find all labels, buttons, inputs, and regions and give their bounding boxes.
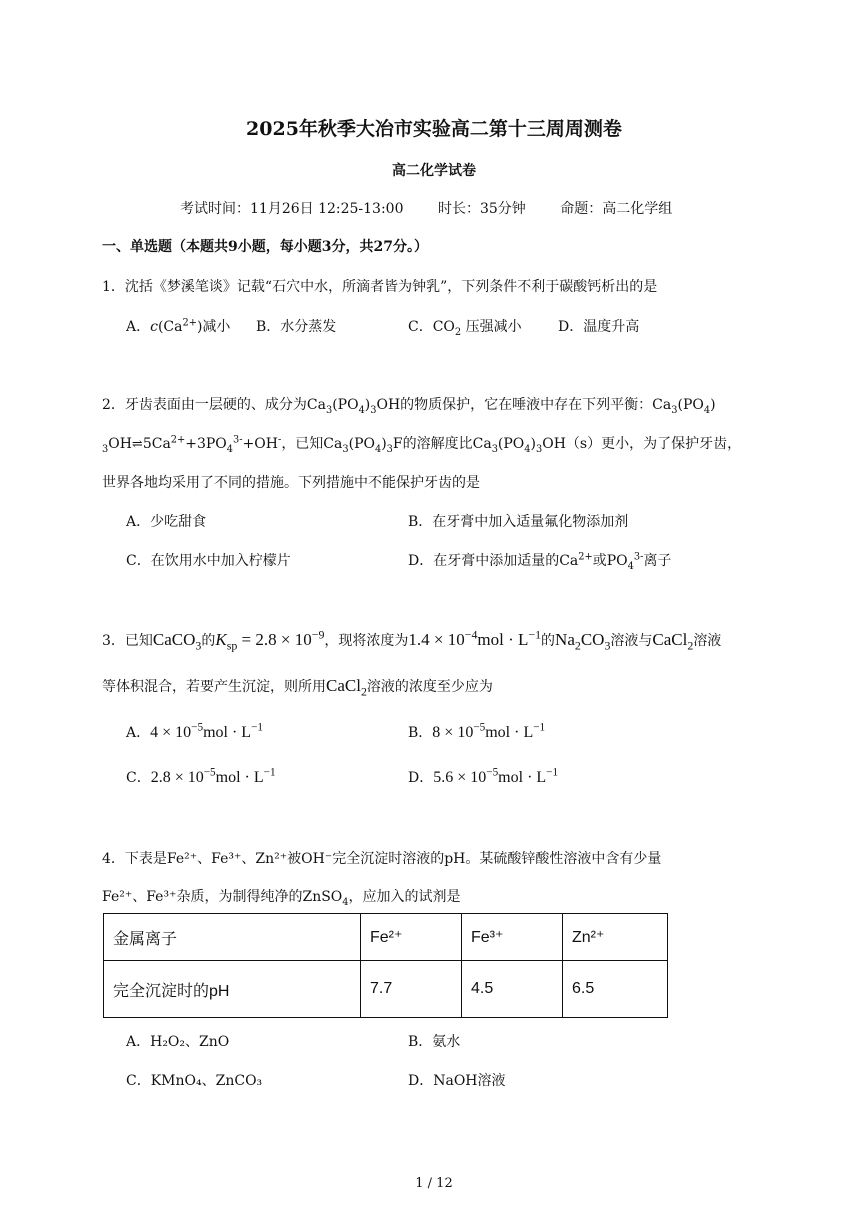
q2-line3: 世界各地均采用了不同的措施。下列措施中不能保护牙齿的是	[102, 475, 480, 491]
q2-option-d: D．在牙膏中添加适量的$Ca^{2+}$或$PO_4^{3-}$离子	[408, 551, 672, 572]
equilibrium-arrow-icon: ⇌	[131, 437, 143, 452]
exam-author: 命题：高二化学组	[560, 201, 673, 217]
q4-line2: Fe²⁺、Fe³⁺杂质，为制得纯净的ZnSO$_4$，应加入的试剂是	[102, 889, 461, 908]
q3-option-a: A．$4 \times 10^{-5}mol \cdot L^{-1}$	[126, 721, 263, 741]
q3-option-b: B．$8 \times 10^{-5}mol \cdot L^{-1}$	[408, 721, 546, 741]
table-cell: 完全沉淀时的pH	[104, 961, 361, 1018]
table-row	[104, 961, 668, 1018]
page-title: 2025年秋季大冶市实验高二第十三周周测卷	[246, 118, 622, 140]
q4-option-b: B．氨水	[408, 1034, 461, 1050]
table-header-cell: Zn²⁺	[563, 914, 668, 961]
table-cell: 4.5	[462, 961, 563, 1018]
page-number: 1 / 12	[415, 1176, 453, 1191]
exam-duration: 时长：35分钟	[437, 201, 526, 217]
table-header-cell: Fe²⁺	[361, 914, 462, 961]
ph-table	[103, 913, 668, 1018]
q1-option-a: A．$c(Ca^{2+})$减小	[126, 317, 231, 335]
q4-line1: 4．下表是Fe²⁺、Fe³⁺、Zn²⁺被OH⁻完全沉淀时溶液的pH。某硫酸锌酸性溶液中含有少量	[102, 851, 662, 867]
exam-time: 考试时间：11月26日 12:25-13:00	[180, 201, 404, 217]
table-cell: 6.5	[563, 961, 668, 1018]
q2-option-b: B．在牙膏中加入适量氟化物添加剂	[408, 514, 629, 530]
table-header-cell: 金属离子	[104, 914, 361, 961]
q3-line2: 等体积混合，若要产生沉淀，则所用CaCl$_2$溶液的浓度至少应为	[102, 676, 493, 699]
q3-line1: 3．已知CaCO$_3$的$K_{sp} = 2.8 \times 10^{-9}$，现将浓度为$1.4 \times 10^{-4}mol \cdot L^{-1}$的$Na_2CO_3$溶液与CaCl$_2$溶液	[102, 627, 722, 653]
table-header-row	[104, 914, 668, 961]
q4-option-d: D．NaOH溶液	[408, 1073, 506, 1089]
q2-line2: $_3OH\rightleftharpoons 5Ca^{2+}+3PO_4^{3-}+OH^-$，已知$Ca_3(PO_4)_3F$的溶解度比$Ca_3(PO_4)_3OH(s)$更小，为了保护牙齿，	[102, 434, 742, 455]
q2-option-a: A．少吃甜食	[126, 514, 207, 530]
q1-option-c: C．$CO_2$ 压强减小	[408, 319, 522, 338]
table-header-cell: Fe³⁺	[462, 914, 563, 961]
section-heading: 一、单选题（本题共9小题，每小题3分，共27分。）	[102, 239, 428, 255]
q4-option-a: A．H₂O₂、ZnO	[126, 1034, 230, 1050]
q1-stem: 1．沈括《梦溪笔谈》记载“石穴中水，所滴者皆为钟乳”，下列条件不利于碳酸钙析出的是	[102, 279, 658, 295]
q1-option-b: B．水分蒸发	[256, 319, 337, 335]
table-cell: 7.7	[361, 961, 462, 1018]
exam-info	[180, 198, 702, 218]
q4-option-c: C．KMnO₄、ZnCO₃	[126, 1073, 263, 1089]
q1-option-d: D．温度升高	[558, 319, 640, 335]
page-subtitle: 高二化学试卷	[392, 163, 476, 179]
q3-option-c: C．$2.8 \times 10^{-5}mol \cdot L^{-1}$	[126, 766, 276, 786]
q3-option-d: D．$5.6 \times 10^{-5}mol \cdot L^{-1}$	[408, 766, 559, 786]
q2-line1: 2．牙齿表面由一层硬的、成分为$Ca_3(PO_4)_3OH$的物质保护，它在唾液中存在下列平衡：$Ca_3(PO_4)$	[102, 397, 716, 416]
q2-option-c: C．在饮用水中加入柠檬片	[126, 553, 291, 569]
